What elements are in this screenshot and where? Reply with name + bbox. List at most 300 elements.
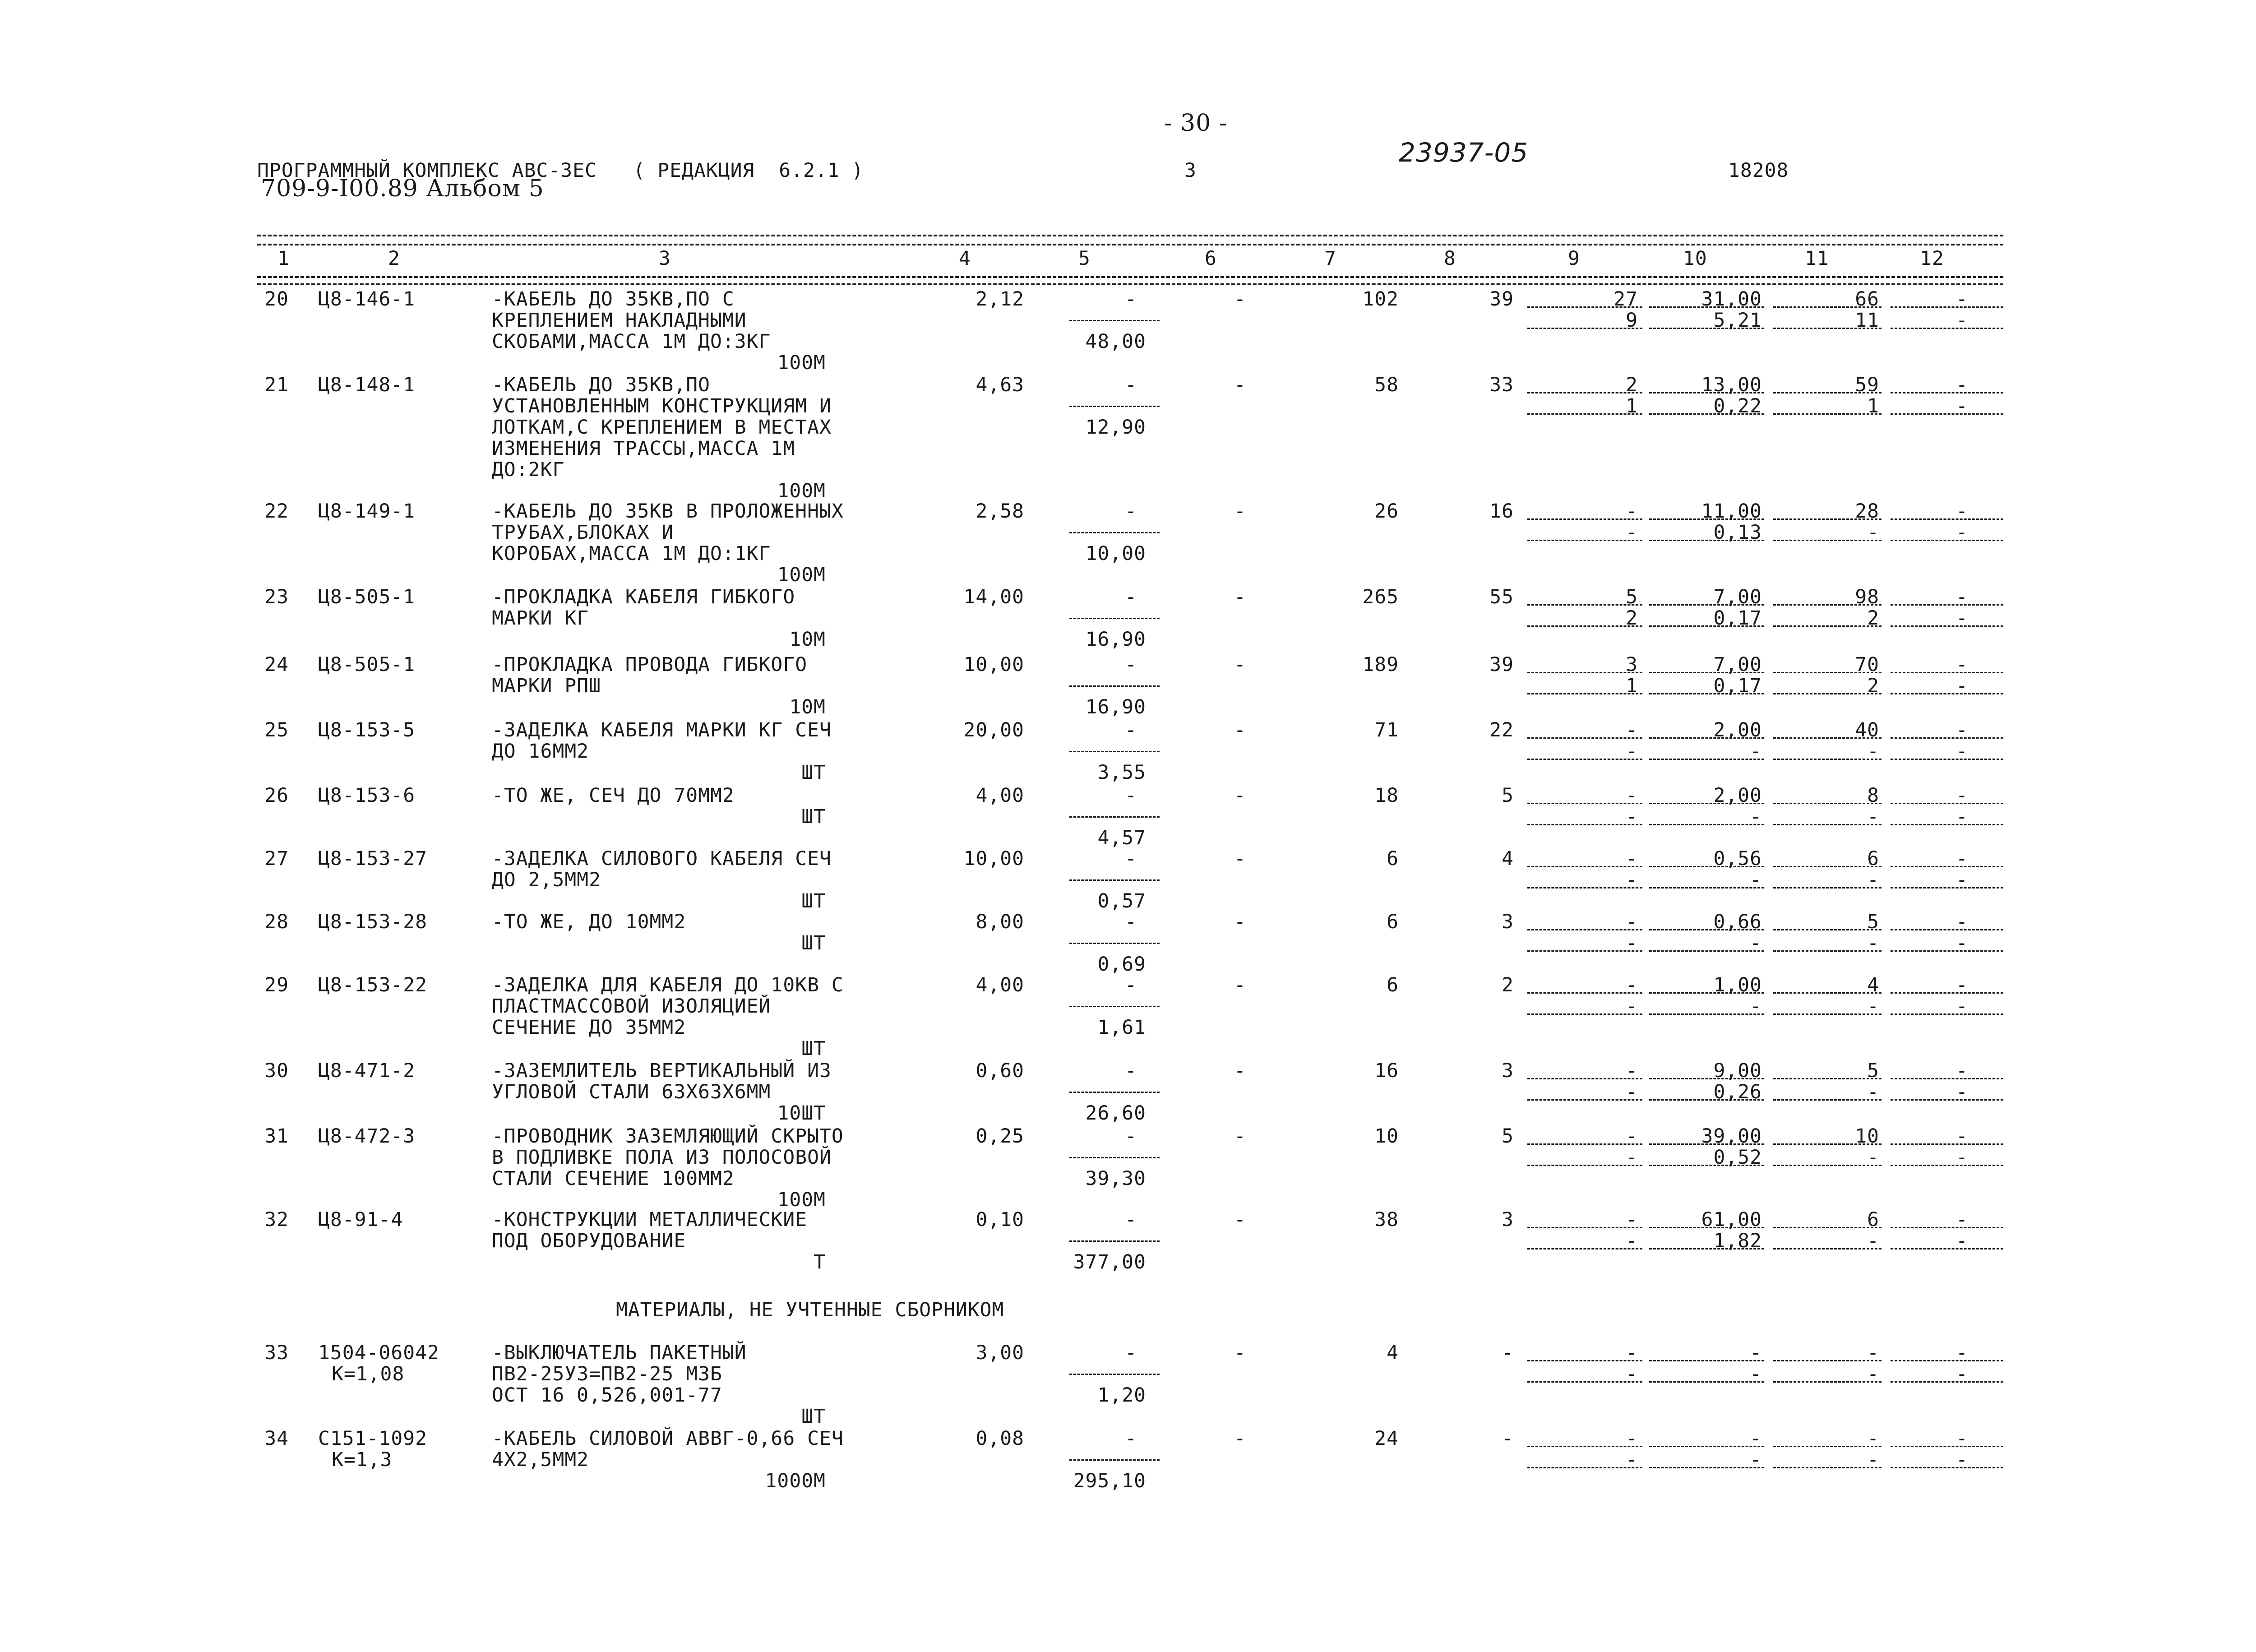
c9-separator <box>1527 672 1642 673</box>
row-unit: ШТ <box>801 890 826 912</box>
row-number: 32 <box>264 1208 289 1231</box>
c11-rule <box>1773 887 1882 888</box>
row-description-line: ИЗМЕНЕНИЯ ТРАССЫ,МАССА 1М <box>492 437 795 460</box>
c9-separator <box>1527 1227 1642 1228</box>
c11-separator <box>1773 737 1882 739</box>
cell-c9-top: - <box>1626 847 1638 870</box>
c9-separator <box>1527 518 1642 520</box>
row-number: 27 <box>264 847 289 870</box>
row-code: Ц8-149-1 <box>318 500 416 523</box>
cell-c11-top: 40 <box>1855 719 1879 741</box>
cell-c12-top: - <box>1956 374 1968 396</box>
row-code: Ц8-153-6 <box>318 784 416 807</box>
cell-c4: 20,00 <box>963 719 1024 741</box>
row-code: Ц8-472-3 <box>318 1125 416 1148</box>
c9-rule <box>1527 824 1642 825</box>
c10-separator <box>1649 803 1764 804</box>
row-description-line: -ТО ЖЕ, ДО 10ММ2 <box>492 911 686 933</box>
cell-c10-bottom: 1,82 <box>1713 1230 1762 1252</box>
cell-c11-top: - <box>1867 1342 1879 1364</box>
c9-separator <box>1527 866 1642 867</box>
row-unit: ШТ <box>801 805 826 828</box>
row-description-line: -ТО ЖЕ, СЕЧ ДО 70ММ2 <box>492 784 735 807</box>
c5-separator <box>1069 1092 1160 1093</box>
row-description-line: МАРКИ РПШ <box>492 675 601 697</box>
c10-separator <box>1649 604 1764 606</box>
cell-c11-top: 28 <box>1855 500 1879 523</box>
c12-separator <box>1891 306 2003 308</box>
c11-separator <box>1773 929 1882 930</box>
cell-c10-bottom: - <box>1750 932 1762 954</box>
cell-c12-bottom: - <box>1956 395 1968 417</box>
cell-c5-bottom: 3,55 <box>1097 761 1146 784</box>
c12-separator <box>1891 1078 2003 1079</box>
cell-c11-bottom: 11 <box>1855 309 1879 332</box>
cell-c5-top: - <box>1125 911 1137 933</box>
cell-c12-top: - <box>1956 1125 1968 1148</box>
c9-separator <box>1527 1143 1642 1145</box>
cell-c11-top: - <box>1867 1427 1879 1450</box>
cell-c11-top: 5 <box>1867 1060 1879 1082</box>
cell-c12-bottom: - <box>1956 607 1968 629</box>
cell-c10-top: 1,00 <box>1713 974 1762 996</box>
cell-c11-top: 6 <box>1867 847 1879 870</box>
c11-separator <box>1773 1360 1882 1361</box>
row-description-line: 4Х2,5ММ2 <box>492 1448 589 1471</box>
cell-c12-top: - <box>1956 500 1968 523</box>
column-header-5: 5 <box>1078 247 1091 270</box>
row-description-line: -КАБЕЛЬ СИЛОВОЙ АВВГ-0,66 СЕЧ <box>492 1427 844 1450</box>
row-code: Ц8-471-2 <box>318 1060 416 1082</box>
c10-separator <box>1649 1143 1764 1145</box>
c9-rule <box>1527 759 1642 760</box>
c11-rule <box>1773 693 1882 694</box>
cell-c10-bottom: - <box>1750 1363 1762 1385</box>
cell-c12-top: - <box>1956 1060 1968 1082</box>
cell-c5-top: - <box>1125 719 1137 741</box>
cell-c12-top: - <box>1956 974 1968 996</box>
row-description-line: ТРУБАХ,БЛОКАХ И <box>492 521 674 544</box>
c12-rule <box>1891 693 2003 694</box>
cell-c7: 18 <box>1374 784 1399 807</box>
cell-c10-top: 7,00 <box>1713 586 1762 608</box>
cell-c11-bottom: - <box>1867 869 1879 891</box>
cell-c11-top: 70 <box>1855 653 1879 676</box>
c11-rule <box>1773 759 1882 760</box>
cell-c4: 4,00 <box>975 784 1024 807</box>
cell-c7: 71 <box>1374 719 1399 741</box>
column-header-11: 11 <box>1805 247 1829 270</box>
cell-c10-top: 9,00 <box>1713 1060 1762 1082</box>
c10-rule <box>1649 540 1764 541</box>
c9-rule <box>1527 693 1642 694</box>
column-header-2: 2 <box>388 247 400 270</box>
c11-separator <box>1773 803 1882 804</box>
page-number: - 30 - <box>1164 110 1228 137</box>
cell-c9-bottom: 9 <box>1626 309 1638 332</box>
c11-separator <box>1773 392 1882 393</box>
cell-c11-top: 6 <box>1867 1208 1879 1231</box>
cell-c5-top: - <box>1125 500 1137 523</box>
cell-c9-bottom: - <box>1626 740 1638 763</box>
cell-c10-top: - <box>1750 1427 1762 1450</box>
cell-c9-top: 27 <box>1613 288 1638 310</box>
cell-c7: 6 <box>1387 974 1399 996</box>
row-coefficient: К=1,08 <box>332 1363 405 1385</box>
row-description-line: -ЗАДЕЛКА КАБЕЛЯ МАРКИ КГ СЕЧ <box>492 719 832 741</box>
cell-c5-top: - <box>1125 1125 1137 1148</box>
cell-c10-top: 2,00 <box>1713 719 1762 741</box>
cell-c7: 102 <box>1362 288 1399 310</box>
c5-separator <box>1069 320 1160 321</box>
cell-c12-bottom: - <box>1956 1081 1968 1103</box>
c12-separator <box>1891 672 2003 673</box>
cell-c4: 10,00 <box>963 847 1024 870</box>
c5-separator <box>1069 751 1160 752</box>
row-description-line: -ЗАДЕЛКА СИЛОВОГО КАБЕЛЯ СЕЧ <box>492 847 832 870</box>
section-title: МАТЕРИАЛЫ, НЕ УЧТЕННЫЕ СБОРНИКОМ <box>616 1299 1004 1321</box>
c5-separator <box>1069 406 1160 407</box>
c5-separator <box>1069 1240 1160 1242</box>
c11-rule <box>1773 328 1882 329</box>
cell-c5-bottom: 377,00 <box>1073 1251 1146 1273</box>
row-description-line: -ПРОКЛАДКА КАБЕЛЯ ГИБКОГО <box>492 586 795 608</box>
c9-rule <box>1527 1165 1642 1166</box>
cell-c6: - <box>1234 500 1246 523</box>
row-unit: 100М <box>777 352 826 374</box>
cell-c8: 16 <box>1489 500 1514 523</box>
c12-rule <box>1891 1248 2003 1249</box>
cell-c9-top: - <box>1626 500 1638 523</box>
row-description-line: ДО 2,5ММ2 <box>492 869 601 891</box>
cell-c12-top: - <box>1956 586 1968 608</box>
row-description-line: ПВ2-25У3=ПВ2-25 М3Б <box>492 1363 722 1385</box>
c12-rule <box>1891 887 2003 888</box>
row-unit: 10ШТ <box>777 1102 826 1124</box>
cell-c4: 3,00 <box>975 1342 1024 1364</box>
c10-rule <box>1649 824 1764 825</box>
row-description-line: ПОД ОБОРУДОВАНИЕ <box>492 1230 686 1252</box>
cell-c12-bottom: - <box>1956 869 1968 891</box>
c12-rule <box>1891 824 2003 825</box>
cell-c11-top: 59 <box>1855 374 1879 396</box>
c11-rule <box>1773 1165 1882 1166</box>
cell-c11-bottom: - <box>1867 1230 1879 1252</box>
cell-c9-top: 2 <box>1626 374 1638 396</box>
cell-c11-bottom: - <box>1867 1448 1879 1471</box>
row-description-line: ЛОТКАМ,С КРЕПЛЕНИЕМ В МЕСТАХ <box>492 416 832 439</box>
cell-c10-bottom: 0,13 <box>1713 521 1762 544</box>
c12-rule <box>1891 1099 2003 1101</box>
cell-c10-bottom: - <box>1750 1448 1762 1471</box>
row-code: Ц8-146-1 <box>318 288 416 310</box>
c10-separator <box>1649 306 1764 308</box>
cell-c11-bottom: 2 <box>1867 607 1879 629</box>
album-title: 709-9-I00.89 Альбом 5 <box>261 175 544 202</box>
cell-c11-top: 66 <box>1855 288 1879 310</box>
c9-rule <box>1527 540 1642 541</box>
cell-c12-top: - <box>1956 1427 1968 1450</box>
cell-c5-bottom: 1,61 <box>1097 1016 1146 1039</box>
cell-c5-top: - <box>1125 847 1137 870</box>
cell-c10-bottom: 0,26 <box>1713 1081 1762 1103</box>
cell-c9-top: - <box>1626 719 1638 741</box>
row-number: 29 <box>264 974 289 996</box>
c11-separator <box>1773 1227 1882 1228</box>
row-description-line: ОСТ 16 0,526,001-77 <box>492 1384 722 1407</box>
row-number: 23 <box>264 586 289 608</box>
cell-c10-top: 61,00 <box>1701 1208 1762 1231</box>
c11-separator <box>1773 1078 1882 1079</box>
cell-c12-top: - <box>1956 1342 1968 1364</box>
c10-rule <box>1649 1467 1764 1468</box>
row-number: 26 <box>264 784 289 807</box>
c10-separator <box>1649 392 1764 393</box>
cell-c5-bottom: 4,57 <box>1097 827 1146 849</box>
c10-rule <box>1649 950 1764 952</box>
row-code: Ц8-505-1 <box>318 586 416 608</box>
cell-c6: - <box>1234 586 1246 608</box>
cell-c8: 4 <box>1502 847 1514 870</box>
cell-c10-top: 0,56 <box>1713 847 1762 870</box>
cell-c7: 4 <box>1387 1342 1399 1364</box>
column-header-4: 4 <box>959 247 971 270</box>
c5-separator <box>1069 1459 1160 1461</box>
cell-c12-top: - <box>1956 847 1968 870</box>
column-header-8: 8 <box>1444 247 1456 270</box>
c10-separator <box>1649 992 1764 994</box>
cell-c8: 5 <box>1502 1125 1514 1148</box>
cell-c9-top: 5 <box>1626 586 1638 608</box>
cell-c5-top: - <box>1125 784 1137 807</box>
c12-separator <box>1891 737 2003 739</box>
cell-c11-bottom: - <box>1867 1146 1879 1169</box>
c9-rule <box>1527 625 1642 627</box>
header-rule-top <box>257 235 2003 236</box>
row-number: 34 <box>264 1427 289 1450</box>
header-rule-mid <box>257 244 2003 245</box>
c9-rule <box>1527 413 1642 415</box>
cell-c7: 26 <box>1374 500 1399 523</box>
row-description-line: -ЗАДЕЛКА ДЛЯ КАБЕЛЯ ДО 10КВ С <box>492 974 844 996</box>
c5-separator <box>1069 816 1160 818</box>
cell-c10-top: 13,00 <box>1701 374 1762 396</box>
c10-rule <box>1649 1013 1764 1015</box>
cell-c9-bottom: - <box>1626 869 1638 891</box>
row-description-line: -КАБЕЛЬ ДО 35КВ В ПРОЛОЖЕННЫХ <box>492 500 844 523</box>
row-code: Ц8-153-28 <box>318 911 427 933</box>
cell-c6: - <box>1234 653 1246 676</box>
row-description-line: ПЛАСТМАССОВОЙ ИЗОЛЯЦИЕЙ <box>492 995 771 1018</box>
c9-separator <box>1527 992 1642 994</box>
cell-c12-bottom: - <box>1956 309 1968 332</box>
cell-c10-top: 0,66 <box>1713 911 1762 933</box>
cell-c5-bottom: 26,60 <box>1085 1102 1146 1124</box>
row-number: 30 <box>264 1060 289 1082</box>
cell-c9-top: - <box>1626 1060 1638 1082</box>
cell-c6: - <box>1234 719 1246 741</box>
row-description-line: -КАБЕЛЬ ДО 35КВ,ПО <box>492 374 710 396</box>
c10-rule <box>1649 625 1764 627</box>
cell-c9-bottom: 1 <box>1626 675 1638 697</box>
cell-c5-bottom: 39,30 <box>1085 1167 1146 1190</box>
column-header-12: 12 <box>1920 247 1944 270</box>
row-description-line: -КОНСТРУКЦИИ МЕТАЛЛИЧЕСКИЕ <box>492 1208 808 1231</box>
cell-c4: 0,60 <box>975 1060 1024 1082</box>
cell-c5-top: - <box>1125 1060 1137 1082</box>
cell-c10-bottom: - <box>1750 869 1762 891</box>
c11-rule <box>1773 950 1882 952</box>
cell-c5-bottom: 48,00 <box>1085 330 1146 353</box>
cell-c6: - <box>1234 1060 1246 1082</box>
c11-separator <box>1773 518 1882 520</box>
cell-c6: - <box>1234 288 1246 310</box>
c12-separator <box>1891 1143 2003 1145</box>
row-unit: 100М <box>777 564 826 586</box>
cell-c4: 2,58 <box>975 500 1024 523</box>
c11-separator <box>1773 866 1882 867</box>
cell-c6: - <box>1234 1342 1246 1364</box>
cell-c9-bottom: - <box>1626 1363 1638 1385</box>
section-number: 3 <box>1184 159 1197 182</box>
cell-c12-bottom: - <box>1956 521 1968 544</box>
cell-c9-bottom: - <box>1626 932 1638 954</box>
row-code: Ц8-148-1 <box>318 374 416 396</box>
c5-separator <box>1069 685 1160 687</box>
cell-c9-bottom: 2 <box>1626 607 1638 629</box>
cell-c12-bottom: - <box>1956 1146 1968 1169</box>
cell-c9-top: 3 <box>1626 653 1638 676</box>
row-unit: 100М <box>777 1189 826 1211</box>
c12-rule <box>1891 1467 2003 1468</box>
cell-c8: 33 <box>1489 374 1514 396</box>
cell-c6: - <box>1234 1427 1246 1450</box>
row-description-line: В ПОДЛИВКЕ ПОЛА ИЗ ПОЛОСОВОЙ <box>492 1146 832 1169</box>
cell-c11-top: 8 <box>1867 784 1879 807</box>
column-header-1: 1 <box>277 247 290 270</box>
cell-c4: 4,63 <box>975 374 1024 396</box>
cell-c8: 5 <box>1502 784 1514 807</box>
cell-c11-top: 98 <box>1855 586 1879 608</box>
program-line: ПРОГРАММНЫЙ КОМПЛЕКС АВС-3ЕС ( РЕДАКЦИЯ 6.2.1 ) <box>257 159 864 182</box>
cell-c5-top: - <box>1125 586 1137 608</box>
c12-rule <box>1891 413 2003 415</box>
cell-c7: 6 <box>1387 847 1399 870</box>
cell-c7: 16 <box>1374 1060 1399 1082</box>
cell-c5-top: - <box>1125 1208 1137 1231</box>
cell-c10-top: 11,00 <box>1701 500 1762 523</box>
c10-rule <box>1649 413 1764 415</box>
c11-rule <box>1773 1467 1882 1468</box>
cell-c5-bottom: 0,69 <box>1097 953 1146 976</box>
cell-c6: - <box>1234 1208 1246 1231</box>
row-description-line: СТАЛИ СЕЧЕНИЕ 100ММ2 <box>492 1167 735 1190</box>
column-header-7: 7 <box>1324 247 1336 270</box>
cell-c7: 58 <box>1374 374 1399 396</box>
c11-separator <box>1773 992 1882 994</box>
handwritten-code: 23937-05 <box>1399 137 1529 168</box>
c12-rule <box>1891 540 2003 541</box>
cell-c5-top: - <box>1125 1427 1137 1450</box>
cell-c5-top: - <box>1125 288 1137 310</box>
row-code: Ц8-505-1 <box>318 653 416 676</box>
row-number: 20 <box>264 288 289 310</box>
c10-rule <box>1649 693 1764 694</box>
cell-c7: 6 <box>1387 911 1399 933</box>
cell-c10-bottom: 0,22 <box>1713 395 1762 417</box>
cell-c6: - <box>1234 847 1246 870</box>
row-code: Ц8-153-5 <box>318 719 416 741</box>
row-number: 28 <box>264 911 289 933</box>
c9-rule <box>1527 950 1642 952</box>
row-description-line: СЕЧЕНИЕ ДО 35ММ2 <box>492 1016 686 1039</box>
row-number: 24 <box>264 653 289 676</box>
c11-separator <box>1773 672 1882 673</box>
c11-rule <box>1773 413 1882 415</box>
cell-c11-bottom: - <box>1867 1363 1879 1385</box>
row-unit: 10М <box>789 696 826 718</box>
cell-c5-bottom: 0,57 <box>1097 890 1146 912</box>
c12-separator <box>1891 1227 2003 1228</box>
cell-c5-bottom: 16,90 <box>1085 696 1146 718</box>
cell-c8: 22 <box>1489 719 1514 741</box>
row-unit: ШТ <box>801 1405 826 1428</box>
c5-separator <box>1069 1157 1160 1158</box>
row-description-line: ДО:2КГ <box>492 458 565 481</box>
row-description-line: МАРКИ КГ <box>492 607 589 629</box>
cell-c12-bottom: - <box>1956 1448 1968 1471</box>
cell-c12-bottom: - <box>1956 740 1968 763</box>
cell-c12-bottom: - <box>1956 932 1968 954</box>
c5-separator <box>1069 618 1160 619</box>
row-coefficient: К=1,3 <box>332 1448 393 1471</box>
c9-rule <box>1527 1099 1642 1101</box>
c5-separator <box>1069 1006 1160 1007</box>
c10-separator <box>1649 866 1764 867</box>
row-number: 21 <box>264 374 289 396</box>
row-description-line: СКОБАМИ,МАССА 1М ДО:3КГ <box>492 330 771 353</box>
cell-c11-bottom: - <box>1867 521 1879 544</box>
cell-c9-top: - <box>1626 1342 1638 1364</box>
c11-separator <box>1773 306 1882 308</box>
cell-c8: 3 <box>1502 1060 1514 1082</box>
cell-c11-top: 5 <box>1867 911 1879 933</box>
doc-number: 18208 <box>1728 159 1789 182</box>
row-description-line: -ПРОВОДНИК ЗАЗЕМЛЯЮЩИЙ СКРЫТО <box>492 1125 844 1148</box>
cell-c10-top: 7,00 <box>1713 653 1762 676</box>
c5-separator <box>1069 1374 1160 1375</box>
cell-c12-top: - <box>1956 784 1968 807</box>
row-description-line: УСТАНОВЛЕННЫМ КОНСТРУКЦИЯМ И <box>492 395 832 417</box>
c10-rule <box>1649 328 1764 329</box>
row-unit: 10М <box>789 628 826 651</box>
row-code: 1504-06042 <box>318 1342 439 1364</box>
cell-c7: 38 <box>1374 1208 1399 1231</box>
cell-c4: 0,08 <box>975 1427 1024 1450</box>
cell-c6: - <box>1234 911 1246 933</box>
c11-rule <box>1773 1248 1882 1249</box>
cell-c9-bottom: - <box>1626 1230 1638 1252</box>
row-number: 31 <box>264 1125 289 1148</box>
cell-c12-bottom: - <box>1956 805 1968 828</box>
c9-separator <box>1527 929 1642 930</box>
cell-c12-top: - <box>1956 288 1968 310</box>
cell-c11-bottom: - <box>1867 740 1879 763</box>
c10-separator <box>1649 737 1764 739</box>
c10-separator <box>1649 1227 1764 1228</box>
cell-c9-bottom: 1 <box>1626 395 1638 417</box>
row-description-line: КОРОБАХ,МАССА 1М ДО:1КГ <box>492 542 771 565</box>
